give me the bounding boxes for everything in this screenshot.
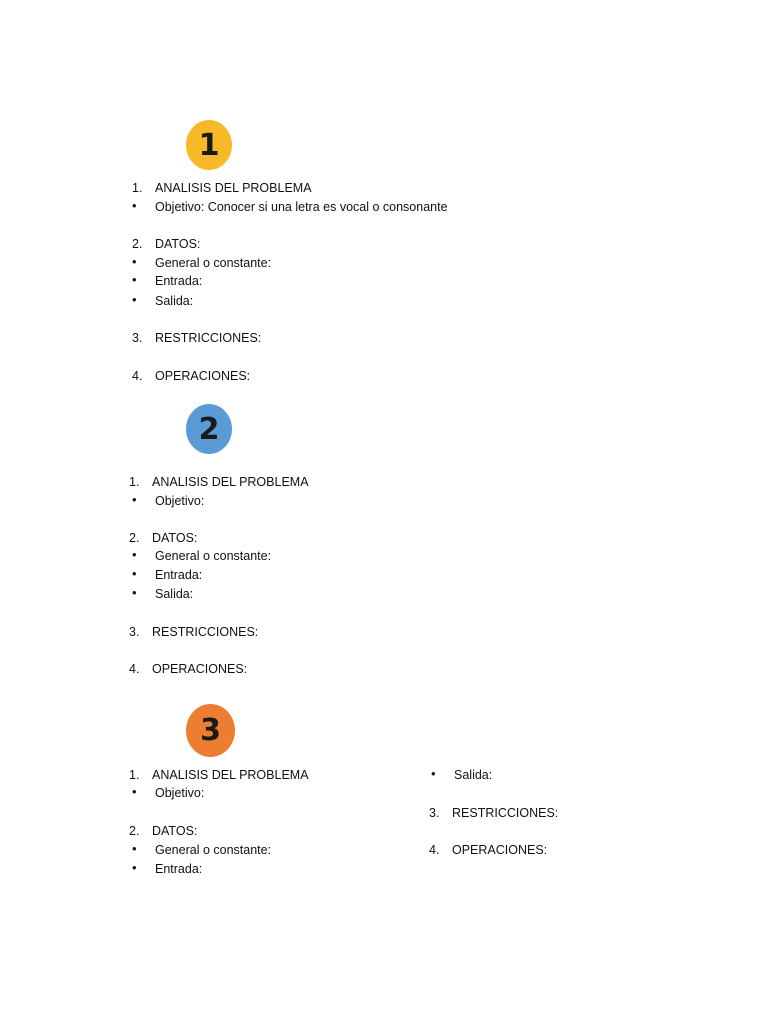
section-heading-restrictions: RESTRICCIONES: [155, 331, 262, 345]
bullet-icon: • [132, 254, 137, 269]
list-number: 4. [132, 369, 143, 383]
section-heading-analysis: ANALISIS DEL PROBLEMA [152, 475, 309, 489]
list-number: 4. [129, 662, 140, 676]
list-number: 4. [429, 843, 440, 857]
input-text: Entrada: [155, 568, 203, 582]
number-one-badge-icon [186, 120, 232, 170]
badge-number: 3 [200, 713, 221, 748]
list-number: 1. [129, 475, 140, 489]
list-number: 3. [129, 625, 140, 639]
section-heading-restrictions: RESTRICCIONES: [452, 806, 559, 820]
section-heading-restrictions: RESTRICCIONES: [152, 625, 259, 639]
bullet-icon: • [132, 272, 137, 287]
section-heading-datos: DATOS: [152, 531, 198, 545]
general-constant-text: General o constante: [155, 843, 272, 857]
bullet-icon: • [132, 492, 137, 507]
number-two-badge-icon [186, 404, 232, 454]
output-text: Salida: [454, 768, 493, 782]
section-heading-operations: OPERACIONES: [155, 369, 251, 383]
bullet-icon: • [132, 292, 137, 307]
number-three-badge-icon [186, 704, 235, 757]
general-constant-text: General o constante: [155, 256, 272, 270]
output-text: Salida: [155, 587, 194, 601]
badge-number: 1 [198, 127, 220, 163]
section-heading-analysis: ANALISIS DEL PROBLEMA [152, 768, 309, 782]
bullet-icon: • [132, 784, 137, 799]
section-heading-operations: OPERACIONES: [452, 843, 548, 857]
bullet-icon: • [431, 766, 436, 781]
objective-text: Objetivo: Conocer si una letra es vocal o consonante [155, 200, 448, 214]
list-number: 2. [132, 237, 143, 251]
bullet-icon: • [132, 860, 137, 875]
objective-text: Objetivo: [155, 786, 205, 800]
section-heading-operations: OPERACIONES: [152, 662, 248, 676]
bullet-icon: • [132, 198, 137, 213]
output-text: Salida: [155, 294, 194, 308]
section-heading-datos: DATOS: [152, 824, 198, 838]
bullet-icon: • [132, 585, 137, 600]
section-heading-analysis: ANALISIS DEL PROBLEMA [155, 181, 312, 195]
input-text: Entrada: [155, 862, 203, 876]
section-heading-datos: DATOS: [155, 237, 201, 251]
bullet-icon: • [132, 841, 137, 856]
bullet-icon: • [132, 566, 137, 581]
bullet-icon: • [132, 547, 137, 562]
list-number: 3. [132, 331, 143, 345]
badge-number: 2 [198, 411, 220, 447]
objective-text: Objetivo: [155, 494, 205, 508]
general-constant-text: General o constante: [155, 549, 272, 563]
list-number: 2. [129, 531, 140, 545]
input-text: Entrada: [155, 274, 203, 288]
list-number: 3. [429, 806, 440, 820]
list-number: 2. [129, 824, 140, 838]
list-number: 1. [129, 768, 140, 782]
list-number: 1. [132, 181, 143, 195]
